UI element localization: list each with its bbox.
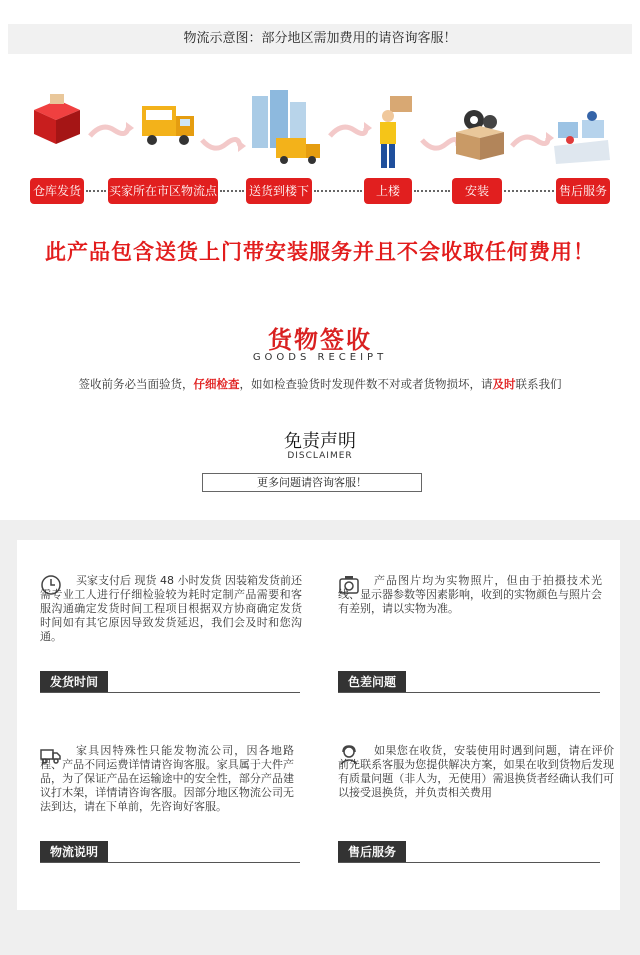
receipt-text-part: 联系我们 (515, 377, 562, 391)
receipt-subtitle: GOODS RECEIPT (252, 352, 388, 363)
top-banner: 物流示意图：部分地区需加费用的请咨询客服！ (8, 24, 632, 54)
receipt-text-part: 签收前务必当面验货， (78, 377, 194, 391)
logistics-text: 家具因特殊性只能发物流公司，因各地路程、产品不同运费详情请咨询客服。家具属于大件产品，为了保证产品在运输途中的安全性，部分产品建议打木架，详情请咨询客服。因部分地区物流公司无法到达，请在下单前，先咨询好客服。 (40, 744, 294, 813)
flow-steps (30, 178, 610, 204)
step-local-logistics: 买家所在市区物流点 (108, 178, 218, 204)
flow-arrow-icon (88, 118, 134, 140)
step-after-sale: 售后服务 (556, 178, 610, 204)
delivery-truck-icon (136, 100, 198, 154)
receipt-text-part: ，如如检查验货时发现件数不对或者货物损坏，请 (239, 377, 493, 391)
step-install: 安装 (452, 178, 502, 204)
service-promise: 此产品包含送货上门带安装服务并且不会收取任何费用！ (45, 239, 595, 264)
step-upstairs: 上楼 (364, 178, 412, 204)
step-deliver-downstairs: 送货到楼下 (246, 178, 312, 204)
logistics-block (40, 744, 294, 830)
step-connector (314, 190, 362, 192)
aftersale-block (338, 744, 614, 816)
color-text: 产品图片均为实物照片，但由于拍摄技术光线、显示器参数等因素影响，收到的实物颜色与照片会有差别，请以实物为准。 (338, 574, 602, 615)
step-connector (220, 190, 244, 192)
disclaimer-subtitle: DISCLAIMER (287, 451, 353, 461)
receipt-title: 货物签收 (268, 326, 372, 354)
disclaimer-title: 免责声明 (284, 431, 356, 452)
warehouse-boxes-icon (30, 88, 84, 148)
step-connector (504, 190, 554, 192)
step-connector (86, 190, 106, 192)
aftersale-text: 如果您在收货，安装使用时遇到问题，请在评价前先联系客服为您提供解决方案，如果在收到货物后发现有质量问题（非人为，无使用）需退换货者经确认我们可以接受退换货，并负责相关费用 (338, 744, 614, 799)
shipping-tag: 发货时间 (40, 671, 108, 693)
aftersale-tag: 售后服务 (338, 841, 406, 863)
color-block (338, 574, 602, 630)
shipping-block (40, 574, 302, 646)
tag-underline (338, 692, 600, 693)
flow-illustrations (24, 88, 616, 178)
receipt-highlight: 及时 (492, 377, 516, 391)
color-tag: 色差问题 (338, 671, 406, 693)
installation-gears-icon (452, 106, 508, 162)
flow-arrow-icon (328, 118, 372, 140)
receipt-highlight: 仔细检查 (193, 377, 240, 391)
receipt-instructions (0, 376, 640, 392)
step-warehouse: 仓库发货 (30, 178, 84, 204)
tag-underline (338, 862, 600, 863)
city-buildings-icon (248, 88, 328, 168)
tag-underline (40, 862, 300, 863)
flow-arrow-icon (200, 134, 246, 156)
flow-arrow-icon (510, 128, 554, 150)
contact-service-box: 更多问题请咨询客服！ (202, 473, 422, 492)
worker-carrying-icon (372, 94, 420, 174)
step-connector (414, 190, 450, 192)
tag-underline (40, 692, 300, 693)
logistics-tag: 物流说明 (40, 841, 108, 863)
shipping-text: 买家支付后 现货 48 小时发货 因装箱发货前还需专业工人进行仔细检验较为耗时定制产品需要和客服沟通确定发货时间工程项目根据双方协商确定发货时间如有其它原因导致发货延迟，我们会及时和您沟通。 (40, 574, 302, 643)
customer-service-desk-icon (552, 110, 612, 166)
